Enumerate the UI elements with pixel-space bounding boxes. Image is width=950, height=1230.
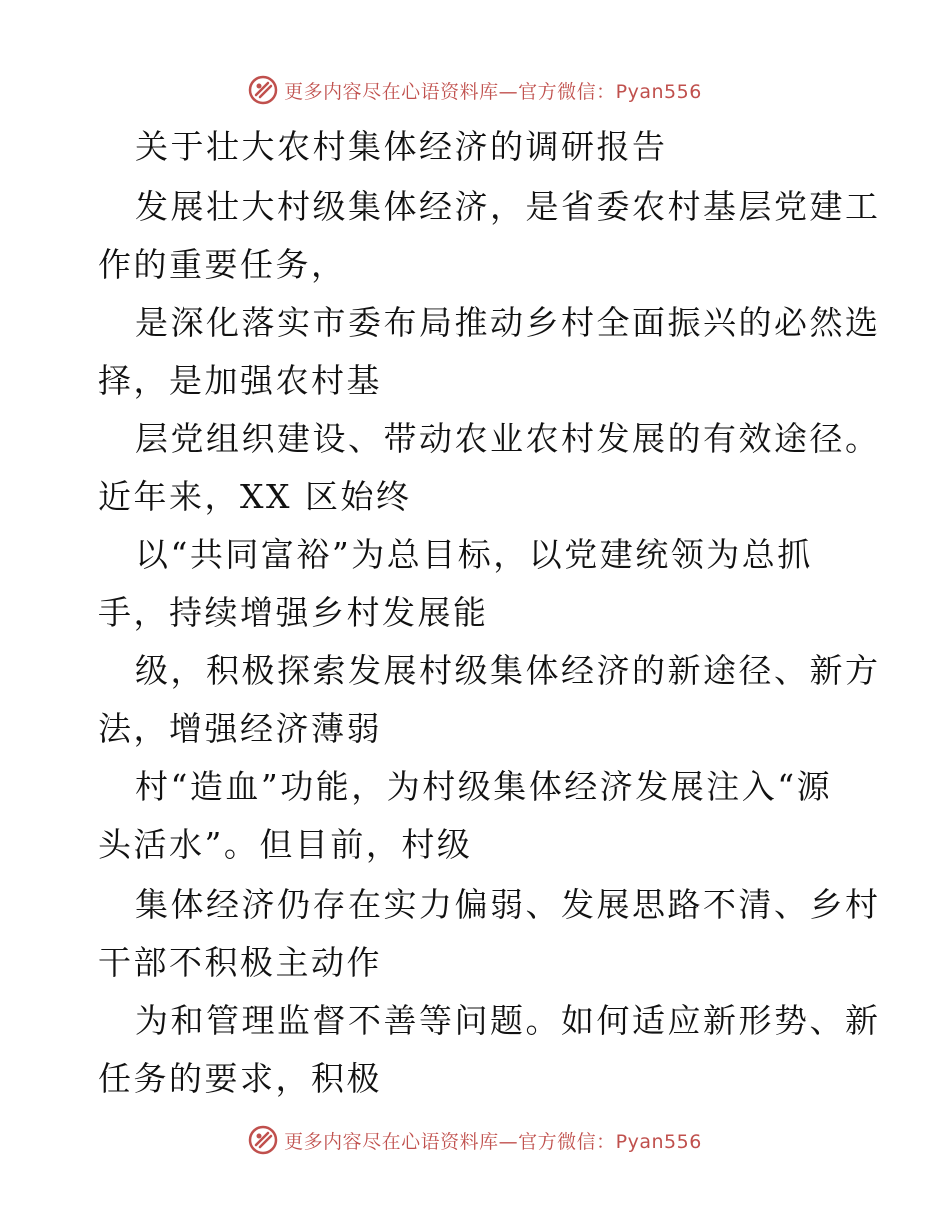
seal-logo-icon xyxy=(248,1125,278,1155)
text-line: 择，是加强农村基 xyxy=(98,361,382,400)
text-line: 是深化落实市委布局推动乡村全面振兴的必然选 xyxy=(135,303,881,342)
text-line: 近年来，XX 区始终 xyxy=(98,477,412,516)
text-line: 任务的要求，积极 xyxy=(98,1059,382,1098)
text-line: 头活水”。但目前，村级 xyxy=(98,825,473,864)
text-line: 层党组织建设、带动农业农村发展的有效途径。 xyxy=(135,419,881,458)
wechat-id: Pyan556 xyxy=(615,80,702,103)
header-watermark xyxy=(0,70,950,110)
wechat-id: Pyan556 xyxy=(615,1130,702,1153)
seal-logo-icon xyxy=(248,75,278,105)
text-line: 以“共同富裕”为总目标，以党建统领为总抓 xyxy=(135,535,813,574)
footer-watermark xyxy=(0,1120,950,1160)
text-line: 集体经济仍存在实力偏弱、发展思路不清、乡村 xyxy=(135,885,881,924)
text-line: 发展壮大村级集体经济，是省委农村基层党建工 xyxy=(135,187,881,226)
text-line: 干部不积极主动作 xyxy=(98,943,382,982)
text-line: 法，增强经济薄弱 xyxy=(98,709,382,748)
text-line: 村“造血”功能，为村级集体经济发展注入“源 xyxy=(135,767,833,806)
text-line: 手，持续增强乡村发展能 xyxy=(98,593,489,632)
text-line: 作的重要任务， xyxy=(98,245,347,284)
watermark-text: 更多内容尽在心语资料库—官方微信：Pyan556 xyxy=(284,1130,702,1153)
text-line: 级，积极探索发展村级集体经济的新途径、新方 xyxy=(135,651,881,690)
text-line: 为和管理监督不善等问题。如何适应新形势、新 xyxy=(135,1001,881,1040)
watermark-text: 更多内容尽在心语资料库—官方微信：Pyan556 xyxy=(284,80,702,103)
doc-title: 关于壮大农村集体经济的调研报告 xyxy=(135,127,668,166)
